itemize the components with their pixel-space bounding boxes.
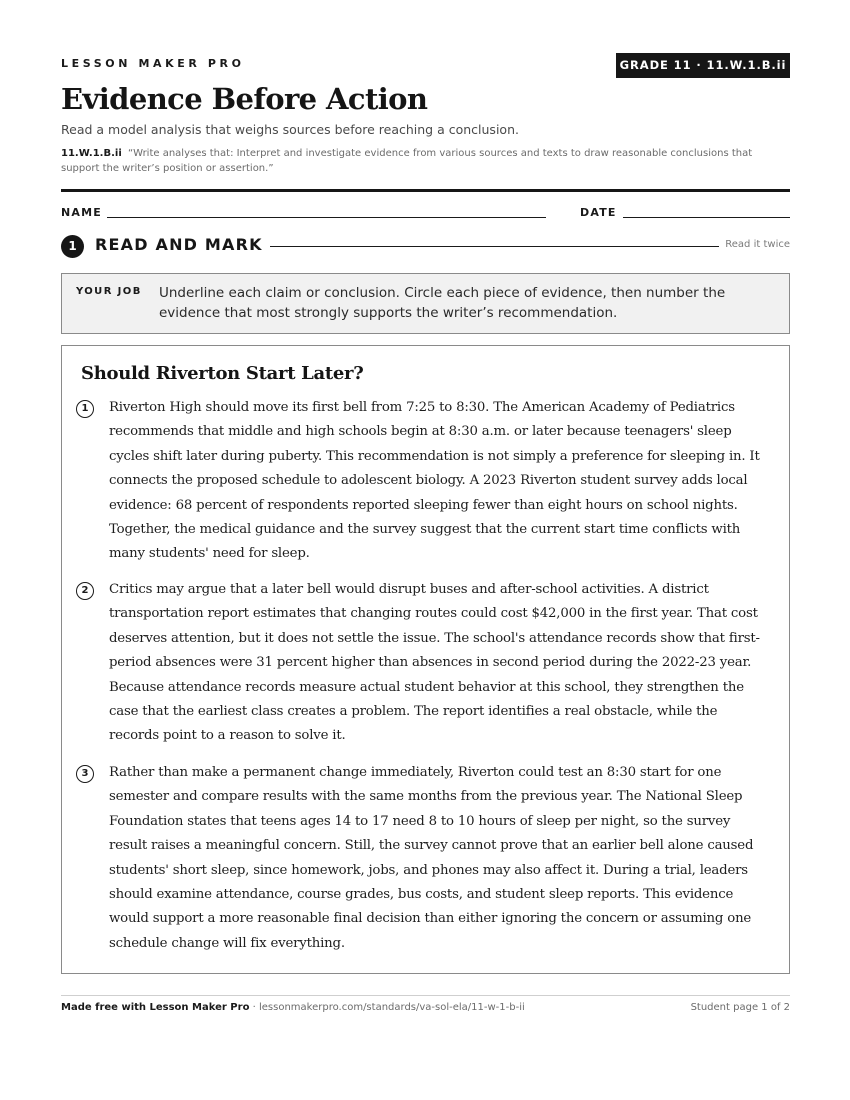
name-label: NAME bbox=[61, 206, 102, 219]
paragraph-number-1: 1 bbox=[76, 400, 94, 418]
header-divider bbox=[61, 189, 790, 192]
paragraph-number-2: 2 bbox=[76, 582, 94, 600]
standard-code: 11.W.1.B.ii bbox=[61, 148, 122, 159]
name-field[interactable] bbox=[107, 217, 546, 218]
section-title: READ AND MARK bbox=[95, 235, 263, 254]
paragraph-2: Critics may argue that a later bell would disrupt buses and after-school activities. A district transportation report estimates that changing routes could cost $42,000 in the first year. That cost deserves attention, but it does not settle the issue. The school's attendance records show that first-period absences were 31 percent higher than absences in second period during the 2022-23 year. Because attendance records measure actual student behavior at this school, they strengthen the case that the earliest class creates a problem. The report identifies a real obstacle, while the records point to a reason to solve it. bbox=[109, 582, 760, 744]
footer-credit bbox=[61, 1002, 525, 1013]
page-title: Evidence Before Action bbox=[61, 82, 428, 116]
footer-divider bbox=[61, 995, 790, 996]
page-indicator: Student page 1 of 2 bbox=[690, 1002, 790, 1013]
section-hint: Read it twice bbox=[725, 239, 790, 250]
paragraph-number-3: 3 bbox=[76, 765, 94, 783]
footer-url[interactable]: · lessonmakerpro.com/standards/va-sol-ela/11-w-1-b-ii bbox=[249, 1002, 525, 1013]
date-label: DATE bbox=[580, 206, 617, 219]
paragraph-3: Rather than make a permanent change immediately, Riverton could test an 8:30 start for one semester and compare results with the same months from the previous year. The National Sleep Foundation states that teens ages 14 to 17 need 8 to 10 hours of sleep per night, so the survey result raises a meaningful concern. Still, the survey cannot prove that an earlier bell alone caused students' short sleep, since homework, jobs, and phones may also affect it. During a trial, leaders should examine attendance, course grades, bus costs, and student sleep reports. This evidence would support a more reasonable final decision than either ignoring the concern or assuming one schedule change will fix everything. bbox=[109, 765, 754, 951]
brand-name: LESSON MAKER PRO bbox=[61, 57, 245, 70]
job-label: YOUR JOB bbox=[76, 286, 142, 297]
reading-passage bbox=[61, 345, 790, 974]
section-divider bbox=[270, 246, 719, 247]
section-number-badge: 1 bbox=[61, 235, 84, 258]
paragraph-1: Riverton High should move its first bell from 7:25 to 8:30. The American Academy of Pediatrics recommends that middle and high schools begin at 8:30 a.m. or later because teenagers' sleep cycles shift later during puberty. This recommendation is not simply a preference for sleeping in. It connects the proposed schedule to adolescent biology. A 2023 Riverton student survey adds local evidence: 68 percent of respondents reported sleeping fewer than eight hours on school nights. Together, the medical guidance and the survey suggest that the current start time conflicts with many students' need for sleep. bbox=[109, 400, 760, 562]
page-subtitle: Read a model analysis that weighs sources before reaching a conclusion. bbox=[61, 122, 519, 137]
standard-description bbox=[61, 146, 790, 176]
worksheet-page bbox=[61, 0, 790, 1100]
job-instructions-box bbox=[61, 273, 790, 334]
grade-badge: GRADE 11 · 11.W.1.B.ii bbox=[616, 53, 790, 78]
passage-title: Should Riverton Start Later? bbox=[81, 363, 364, 384]
date-field[interactable] bbox=[623, 217, 790, 218]
footer-credit-text: Made free with Lesson Maker Pro bbox=[61, 1002, 250, 1013]
standard-text: “Write analyses that: Interpret and investigate evidence from various sources and texts to draw reasonable conclusions that support the writer’s position or assertion.” bbox=[61, 148, 753, 174]
job-text: Underline each claim or conclusion. Circle each piece of evidence, then number the evidence that most strongly supports the writer’s recommendation. bbox=[159, 285, 726, 321]
